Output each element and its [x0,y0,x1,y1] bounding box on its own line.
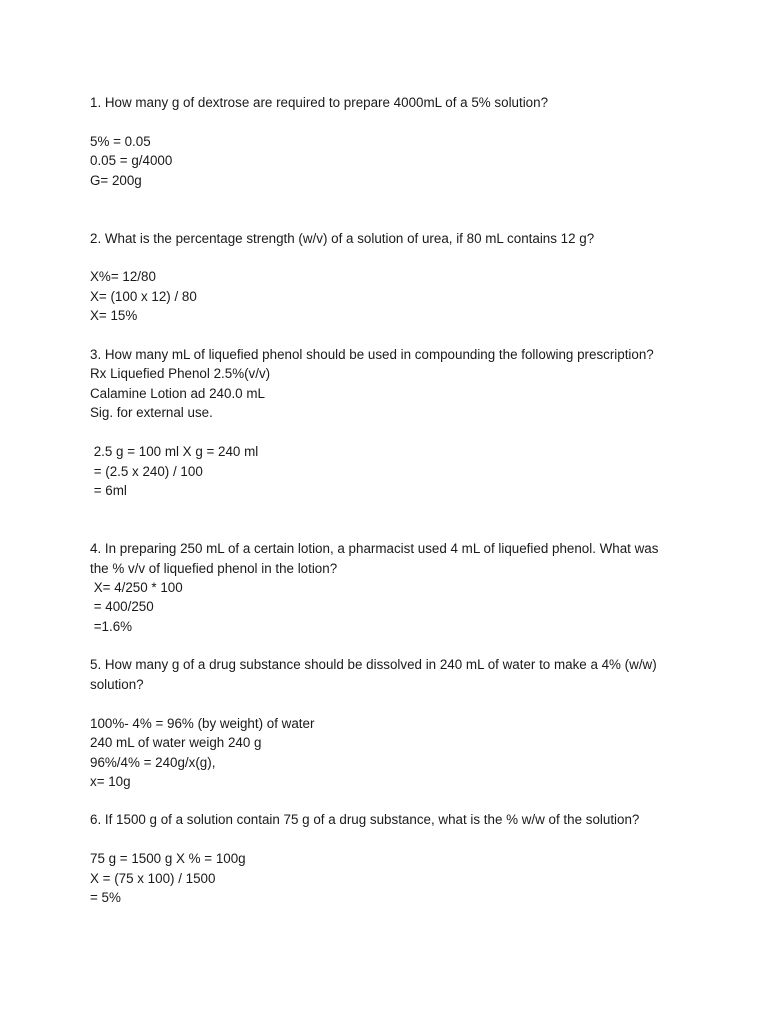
q5-work-line: x= 10g [90,774,131,789]
q3-question: 3. How many mL of liquefied phenol should be used in compounding the following prescription? [90,347,654,362]
q5-question-cont: solution? [90,677,144,692]
q4-work-line: =1.6% [90,619,133,634]
q5-work-line: 96%/4% = 240g/x(g), [90,755,216,770]
q2-question: 2. What is the percentage strength (w/v) of a solution of urea, if 80 mL contains 12 g? [90,231,595,246]
q6-work-line: = 5% [90,890,121,905]
q4-question: 4. In preparing 250 mL of a certain lotion, a pharmacist used 4 mL of liquefied phenol. What was [90,541,659,556]
q1-work-line: 0.05 = g/4000 [90,153,173,168]
q6-question: 6. If 1500 g of a solution contain 75 g of a drug substance, what is the % w/w of the solution? [90,812,640,827]
q4-work-line: = 400/250 [90,599,154,614]
q1-work-line: G= 200g [90,173,142,188]
q3-rx-line: Rx Liquefied Phenol 2.5%(v/v) [90,366,271,381]
q2-work-line: X= (100 x 12) / 80 [90,289,197,304]
q3-work-line: = (2.5 x 240) / 100 [90,464,203,479]
q3-work-line: = 6ml [90,483,127,498]
q3-rx-line: Calamine Lotion ad 240.0 mL [90,386,265,401]
q2-work-line: X%= 12/80 [90,269,156,284]
q6-work-line: 75 g = 1500 g X % = 100g [90,851,246,866]
q5-work-line: 100%- 4% = 96% (by weight) of water [90,716,315,731]
q3-work-line: 2.5 g = 100 ml X g = 240 ml [90,444,259,459]
q5-question: 5. How many g of a drug substance should be dissolved in 240 mL of water to make a 4% (w/w) [90,657,657,672]
q3-rx-line: Sig. for external use. [90,405,213,420]
q6-work-line: X = (75 x 100) / 1500 [90,871,216,886]
q1-work-line: 5% = 0.05 [90,134,151,149]
q5-work-line: 240 mL of water weigh 240 g [90,735,262,750]
q1-question: 1. How many g of dextrose are required to prepare 4000mL of a 5% solution? [90,95,549,110]
q4-question-cont: the % v/v of liquefied phenol in the lotion? [90,561,338,576]
q2-work-line: X= 15% [90,308,138,323]
q4-work-line: X= 4/250 * 100 [90,580,183,595]
